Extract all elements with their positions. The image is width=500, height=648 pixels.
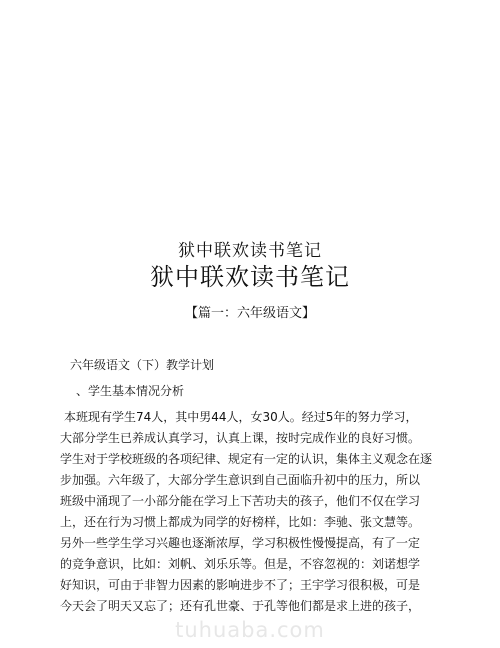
paragraph-line: 上，还在行为习惯上都成为同学的好榜样，比如：李驰、张文慧等。 bbox=[60, 515, 421, 529]
document-title-large: 狱中联欢读书笔记 bbox=[150, 263, 350, 291]
paragraph-line: 今天会了明天又忘了；还有孔世豪、于孔等他们都是求上进的孩子， bbox=[60, 599, 421, 613]
paragraph-line: 好知识，可由于非智力因素的影响进步不了；王宇学习很积极，可是 bbox=[60, 578, 421, 592]
watermark: tuhuaba.com bbox=[175, 618, 325, 642]
paragraph-line: 本班现有学生74人，其中男44人，女30人。经过5年的努力学习， bbox=[64, 410, 418, 424]
paragraph-line: 班级中涌现了一小部分能在学习上下苦功夫的孩子，他们不仅在学习 bbox=[60, 494, 421, 508]
paragraph-line: 大部分学生已养成认真学习，认真上课，按时完成作业的良好习惯。 bbox=[60, 431, 421, 445]
paragraph-line: 另外一些学生学习兴趣也逐渐浓厚，学习积极性慢慢提高，有了一定 bbox=[60, 536, 421, 550]
subheading: 六年级语文（下）教学计划 bbox=[70, 358, 215, 372]
document-title-small: 狱中联欢读书笔记 bbox=[178, 241, 322, 261]
section-heading: 【篇一：六年级语文】 bbox=[184, 306, 315, 321]
item-heading: 、学生基本情况分析 bbox=[76, 384, 185, 398]
paragraph-line: 学生对于学校班级的各项纪律、规定有一定的认识，集体主义观念在逐 bbox=[60, 452, 433, 466]
paragraph-line: 步加强。六年级了，大部分学生意识到自己面临升初中的压力，所以 bbox=[60, 473, 421, 487]
paragraph-line: 的竞争意识，比如：刘帆、刘乐乐等。但是，不容忽视的：刘诺想学 bbox=[60, 557, 421, 571]
